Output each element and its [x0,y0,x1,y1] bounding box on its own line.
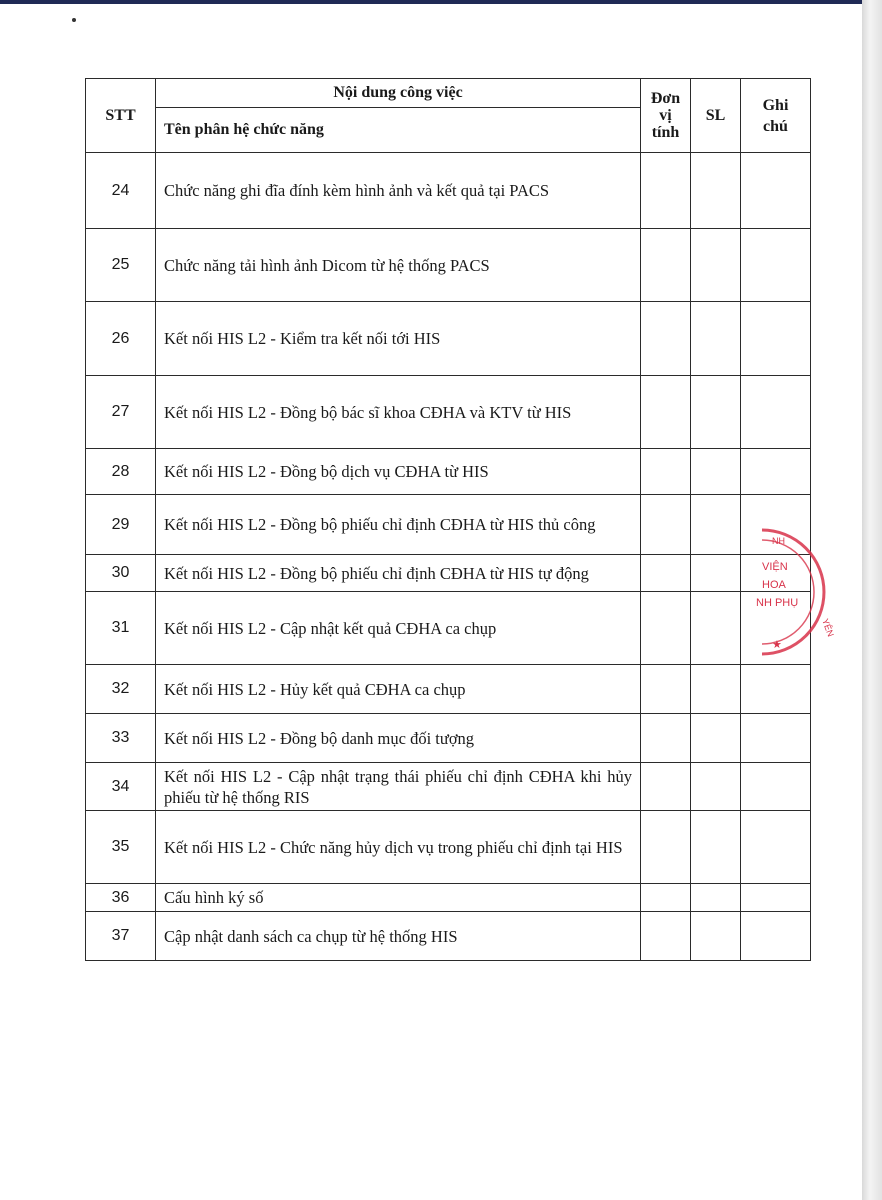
row-unit-cell [641,763,691,811]
row-stt: 33 [86,714,156,763]
row-note-cell [741,592,811,665]
seal-text: VIỆN [762,561,788,573]
seal-text: NH PHỤ [756,597,799,609]
row-stt: 34 [86,763,156,811]
row-note-cell [741,495,811,555]
seal-star-icon: ★ [772,638,782,651]
row-note-cell [741,555,811,592]
table-row [86,811,811,884]
row-unit-cell [641,376,691,449]
row-name: Kết nối HIS L2 - Đồng bộ phiếu chỉ định CĐHA từ HIS tự động [156,555,641,592]
row-unit-cell [641,811,691,884]
row-unit-cell [641,555,691,592]
header-subsystem: Tên phân hệ chức năng [156,108,641,153]
row-note-cell [741,665,811,714]
row-name: Cập nhật danh sách ca chụp từ hệ thống HIS [156,912,641,961]
work-items-table [85,78,811,961]
row-sl-cell [691,495,741,555]
header-unit-line: Đơn [650,90,681,107]
row-name: Kết nối HIS L2 - Đồng bộ danh mục đối tượng [156,714,641,763]
header-stt: STT [86,79,156,153]
row-sl-cell [691,714,741,763]
row-stt: 32 [86,665,156,714]
row-unit-cell [641,449,691,495]
table-row [86,302,811,376]
row-note-cell [741,714,811,763]
row-note-cell [741,763,811,811]
table-row [86,555,811,592]
row-stt: 37 [86,912,156,961]
header-sl: SL [691,79,741,153]
row-sl-cell [691,592,741,665]
table-row [86,592,811,665]
row-note-cell [741,449,811,495]
header-note [741,79,811,153]
row-note-cell [741,302,811,376]
row-stt: 29 [86,495,156,555]
row-sl-cell [691,555,741,592]
row-unit-cell [641,714,691,763]
row-name: Kết nối HIS L2 - Hủy kết quả CĐHA ca chụp [156,665,641,714]
header-content: Nội dung công việc [156,79,641,108]
row-note-cell [741,229,811,302]
row-stt: 26 [86,302,156,376]
row-stt: 31 [86,592,156,665]
row-sl-cell [691,302,741,376]
row-unit-cell [641,153,691,229]
table-row [86,376,811,449]
row-stt: 27 [86,376,156,449]
seal-text: NH [772,536,785,546]
row-stt: 30 [86,555,156,592]
table-row [86,449,811,495]
header-unit-line: vị [659,107,672,124]
header-note-line: Ghi [762,96,789,114]
row-name: Kết nối HIS L2 - Đồng bộ bác sĩ khoa CĐHA và KTV từ HIS [156,376,641,449]
table-row [86,912,811,961]
row-name: Kết nối HIS L2 - Đồng bộ phiếu chỉ định CĐHA từ HIS thủ công [156,495,641,555]
table-row [86,665,811,714]
row-sl-cell [691,912,741,961]
row-name: Chức năng ghi đĩa đính kèm hình ảnh và kết quả tại PACS [156,153,641,229]
table-row [86,495,811,555]
row-stt: 24 [86,153,156,229]
row-note-cell [741,912,811,961]
scan-speck [72,18,76,22]
row-unit-cell [641,912,691,961]
row-name: Kết nối HIS L2 - Kiểm tra kết nối tới HIS [156,302,641,376]
row-note-cell [741,811,811,884]
row-sl-cell [691,229,741,302]
header-unit [641,79,691,153]
table-row [86,884,811,912]
row-note-cell [741,884,811,912]
seal-text: YÊN [820,617,836,639]
scan-top-edge [0,0,864,4]
table-row [86,153,811,229]
row-stt: 36 [86,884,156,912]
row-name: Kết nối HIS L2 - Cập nhật trạng thái phiếu chỉ định CĐHA khi hủy phiếu từ hệ thống RIS [156,763,641,811]
row-unit-cell [641,229,691,302]
row-name: Kết nối HIS L2 - Cập nhật kết quả CĐHA ca chụp [156,592,641,665]
row-unit-cell [641,592,691,665]
scan-right-edge [862,0,882,1200]
row-stt: 35 [86,811,156,884]
row-stt: 25 [86,229,156,302]
row-name: Cấu hình ký số [156,884,641,912]
row-sl-cell [691,811,741,884]
row-sl-cell [691,884,741,912]
seal-text: HOA [762,579,786,591]
row-sl-cell [691,376,741,449]
row-name: Chức năng tải hình ảnh Dicom từ hệ thống PACS [156,229,641,302]
row-name: Kết nối HIS L2 - Chức năng hủy dịch vụ trong phiếu chỉ định tại HIS [156,811,641,884]
table-row [86,714,811,763]
row-sl-cell [691,763,741,811]
row-note-cell [741,153,811,229]
row-stt: 28 [86,449,156,495]
header-unit-line: tính [651,124,680,141]
row-unit-cell [641,884,691,912]
table-row [86,763,811,811]
row-name: Kết nối HIS L2 - Đồng bộ dịch vụ CĐHA từ HIS [156,449,641,495]
row-sl-cell [691,153,741,229]
row-sl-cell [691,449,741,495]
row-unit-cell [641,665,691,714]
row-unit-cell [641,302,691,376]
row-note-cell [741,376,811,449]
header-note-line: chú [763,117,788,135]
table-row [86,229,811,302]
row-unit-cell [641,495,691,555]
row-sl-cell [691,665,741,714]
